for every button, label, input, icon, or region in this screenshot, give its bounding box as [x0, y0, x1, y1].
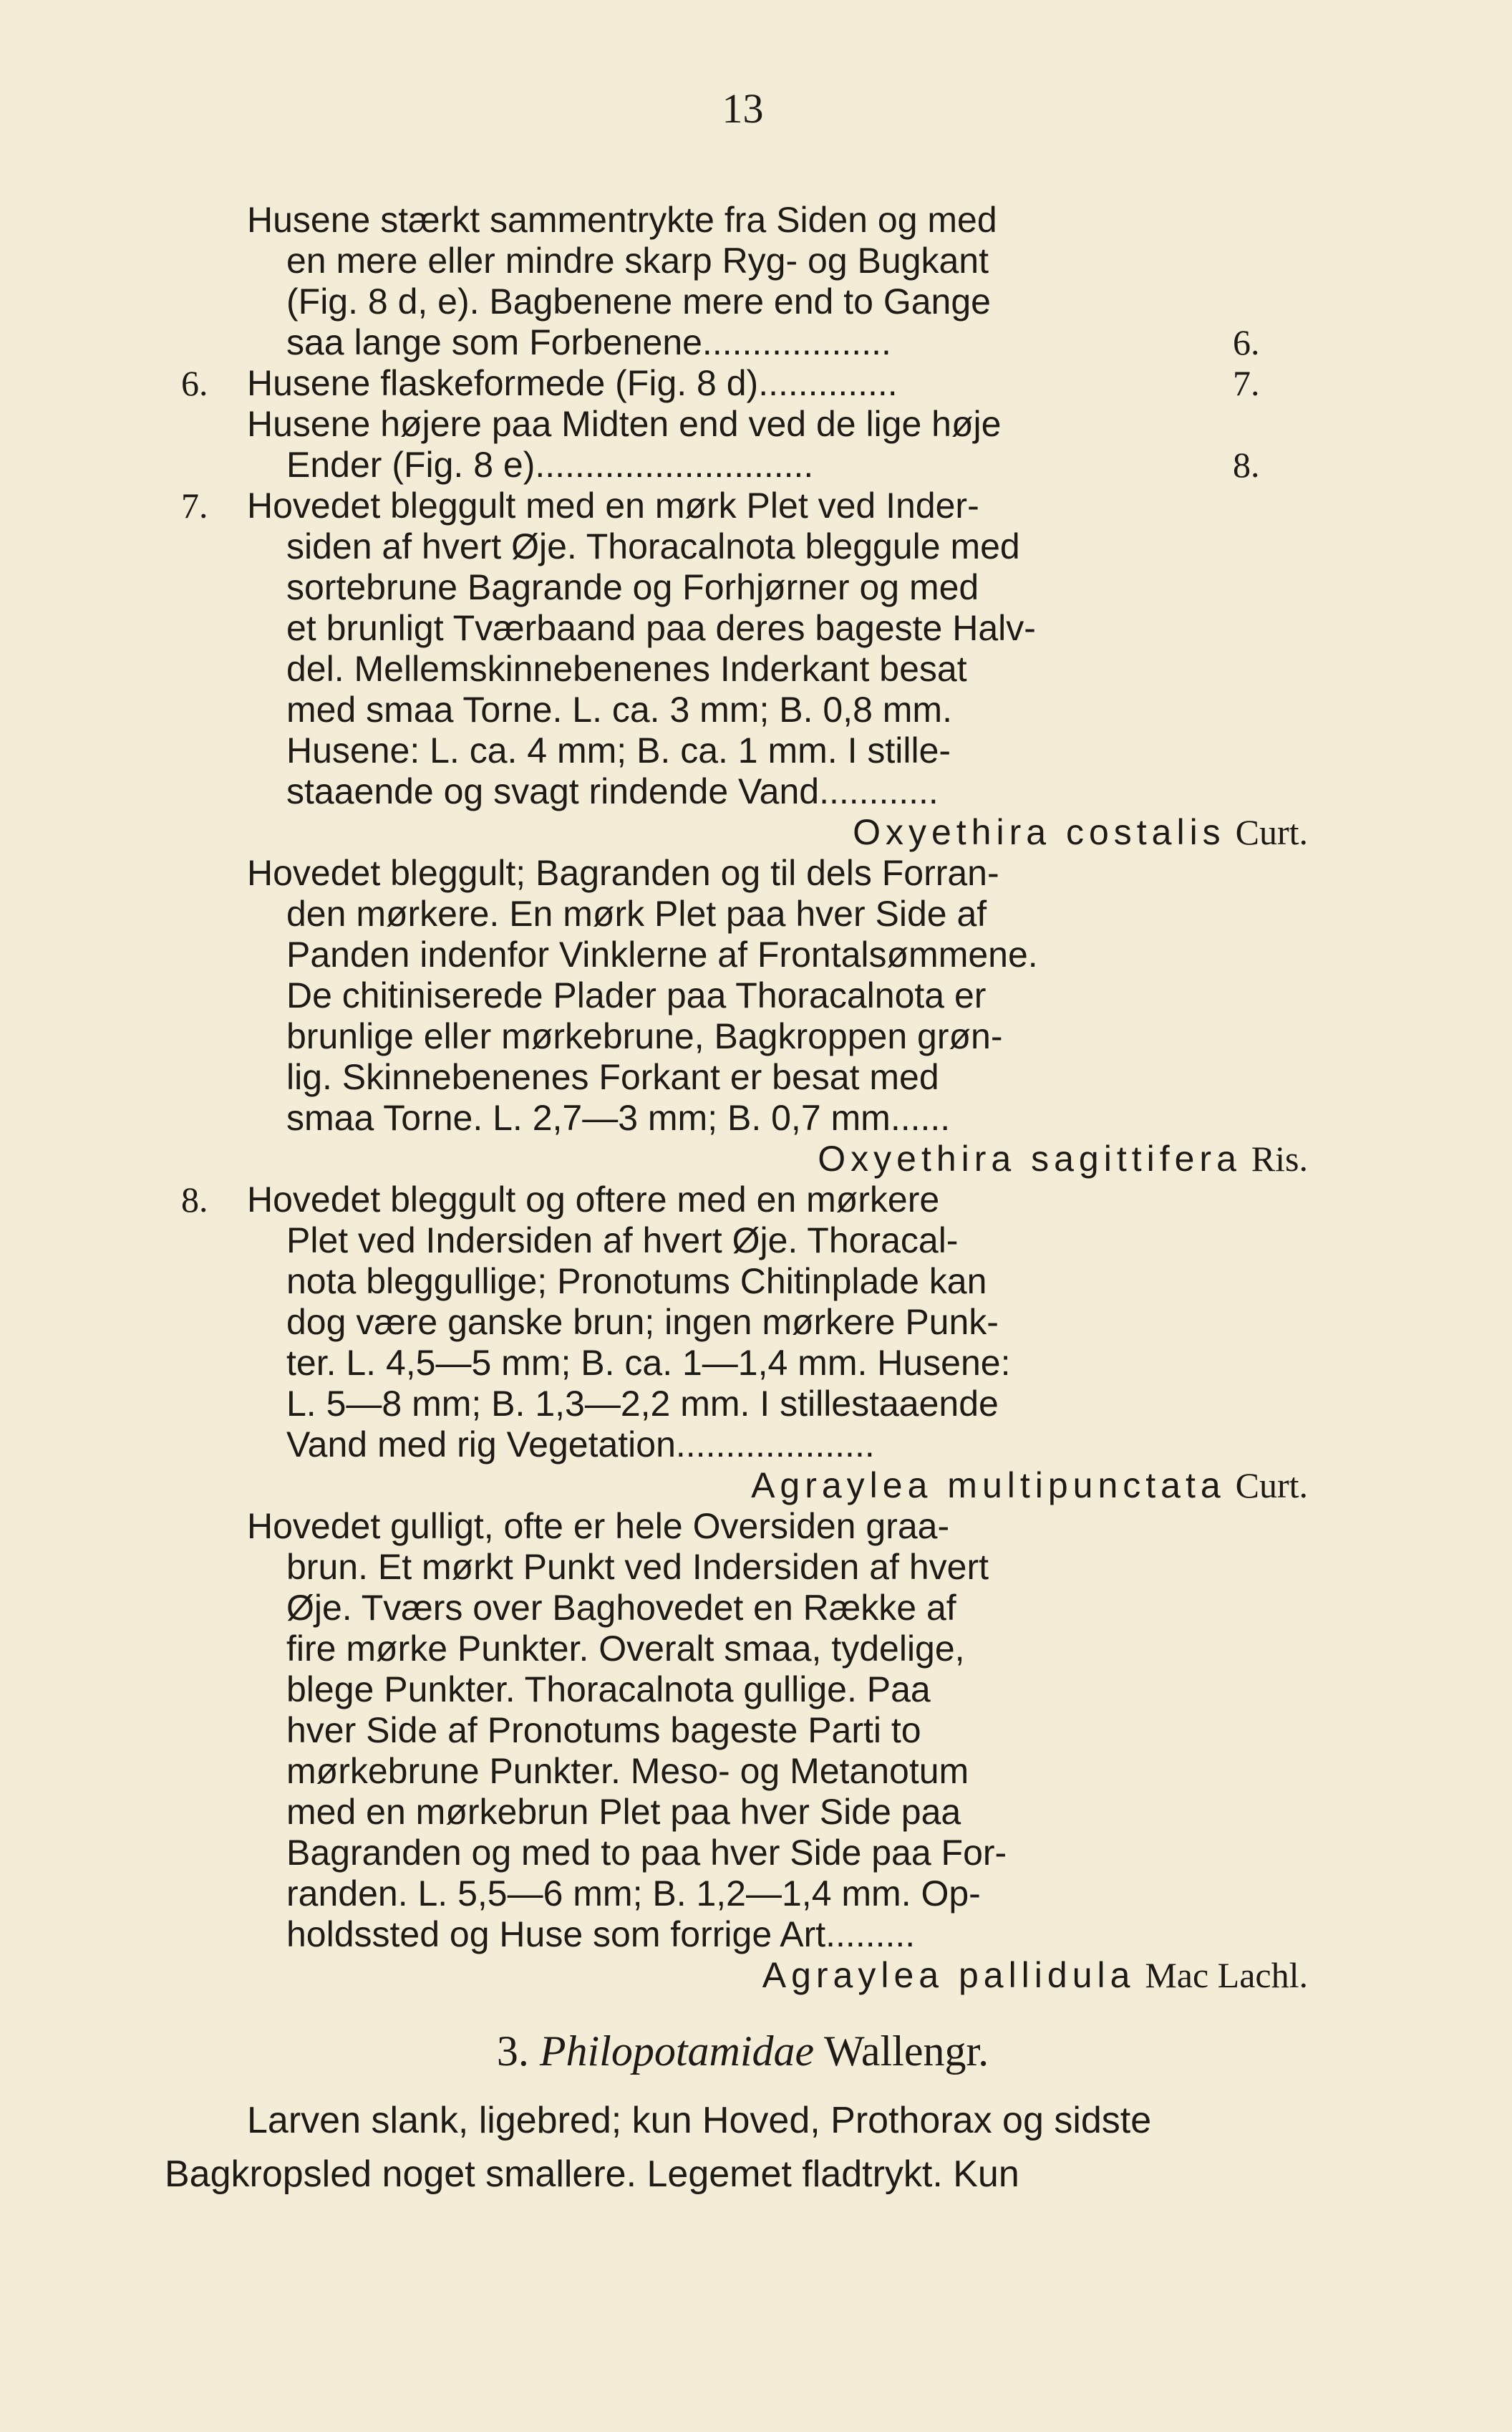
key-line: L. 5—8 mm; B. 1,3—2,2 mm. I stillestaaende: [286, 1384, 999, 1424]
body-line: Bagkropsled noget smallere. Legemet fladtrykt. Kun: [165, 2153, 1019, 2195]
key-line: Plet ved Indersiden af hvert Øje. Thoracal-: [286, 1220, 959, 1260]
section-heading: [0, 2027, 1486, 2076]
species-name: [818, 1138, 1308, 1179]
species-name: [853, 811, 1308, 853]
key-number: 6.: [181, 363, 208, 403]
key-line: Panden indenfor Vinklerne af Frontalsømmene.: [286, 935, 1038, 975]
key-reference: 8.: [1233, 445, 1260, 485]
key-line: med smaa Torne. L. ca. 3 mm; B. 0,8 mm.: [286, 690, 952, 730]
key-line: De chitiniserede Plader paa Thoracalnota er: [286, 975, 987, 1015]
key-line: brunlige eller mørkebrune, Bagkroppen grøn-: [286, 1016, 1003, 1056]
key-line: hver Side af Pronotums bageste Parti to: [286, 1710, 921, 1750]
key-line: Husene: L. ca. 4 mm; B. ca. 1 mm. I stille-: [286, 730, 951, 771]
species-binomial: Agraylea pallidula: [762, 1955, 1135, 1995]
key-line: lig. Skinnebenenes Forkant er besat med: [286, 1057, 939, 1097]
species-binomial: Oxyethira sagittifera: [818, 1139, 1241, 1179]
key-line: Hovedet gulligt, ofte er hele Oversiden graa-: [247, 1506, 950, 1546]
species-author: Curt.: [1235, 812, 1308, 852]
key-line: ter. L. 4,5—5 mm; B. ca. 1—1,4 mm. Husene:: [286, 1343, 1011, 1383]
species-name: [751, 1464, 1308, 1506]
key-line: Øje. Tværs over Baghovedet en Række af: [286, 1588, 956, 1628]
key-line: saa lange som Forbenene...................: [286, 322, 891, 362]
key-line: fire mørke Punkter. Overalt smaa, tydelige,: [286, 1628, 965, 1669]
species-author: Mac Lachl.: [1145, 1955, 1308, 1995]
key-line: en mere eller mindre skarp Ryg- og Bugkant: [286, 241, 989, 281]
key-line: staaende og svagt rindende Vand............: [286, 771, 939, 811]
key-number: 8.: [181, 1179, 208, 1220]
key-line: Ender (Fig. 8 e)............................: [286, 445, 814, 485]
key-line: siden af hvert Øje. Thoracalnota bleggule med: [286, 526, 1020, 566]
key-line: holdssted og Huse som forrige Art.........: [286, 1914, 916, 1954]
key-reference: 7.: [1233, 363, 1260, 403]
key-line: med en mørkebrun Plet paa hver Side paa: [286, 1792, 961, 1832]
key-line: smaa Torne. L. 2,7—3 mm; B. 0,7 mm......: [286, 1098, 951, 1138]
key-line: (Fig. 8 d, e). Bagbenene mere end to Gange: [286, 281, 991, 322]
key-line: randen. L. 5,5—6 mm; B. 1,2—1,4 mm. Op-: [286, 1873, 981, 1914]
page-number: 13: [722, 85, 764, 132]
key-line: den mørkere. En mørk Plet paa hver Side af: [286, 894, 987, 934]
key-line: del. Mellemskinnebenenes Inderkant besat: [286, 649, 967, 689]
key-line: sortebrune Bagrande og Forhjørner og med: [286, 567, 979, 607]
key-line: Bagranden og med to paa hver Side paa For-: [286, 1833, 1007, 1873]
key-reference: 6.: [1233, 322, 1260, 362]
key-line: blege Punkter. Thoracalnota gullige. Paa: [286, 1669, 931, 1709]
species-binomial: Agraylea multipunctata: [751, 1465, 1226, 1505]
key-line: nota bleggullige; Pronotums Chitinplade kan: [286, 1261, 987, 1301]
key-line: Hovedet bleggult; Bagranden og til dels Forran-: [247, 853, 999, 893]
species-author: Ris.: [1251, 1139, 1308, 1179]
key-line: Husene højere paa Midten end ved de lige høje: [247, 404, 1002, 444]
species-author: Curt.: [1235, 1465, 1308, 1505]
key-line: mørkebrune Punkter. Meso- og Metanotum: [286, 1751, 969, 1791]
key-line: brun. Et mørkt Punkt ved Indersiden af hvert: [286, 1547, 989, 1587]
body-line: Larven slank, ligebred; kun Hoved, Prothorax og sidste: [247, 2100, 1152, 2141]
species-binomial: Oxyethira costalis: [853, 812, 1226, 852]
key-line: Husene flaskeformede (Fig. 8 d)..............: [247, 363, 898, 403]
key-line: Husene stærkt sammentrykte fra Siden og med: [247, 200, 997, 240]
key-line: Hovedet bleggult med en mørk Plet ved Inder-: [247, 486, 979, 526]
family-author: Wallengr.: [824, 2027, 989, 2075]
key-line: Vand med rig Vegetation....................: [286, 1424, 875, 1464]
key-line: et brunligt Tværbaand paa deres bageste Halv-: [286, 608, 1036, 648]
family-name: Philopotamidae: [539, 2027, 815, 2075]
section-number: 3.: [496, 2027, 529, 2075]
key-line: Hovedet bleggult og oftere med en mørkere: [247, 1179, 940, 1220]
key-line: dog være ganske brun; ingen mørkere Punk-: [286, 1302, 999, 1342]
species-name: [762, 1954, 1308, 1996]
key-number: 7.: [181, 486, 208, 526]
